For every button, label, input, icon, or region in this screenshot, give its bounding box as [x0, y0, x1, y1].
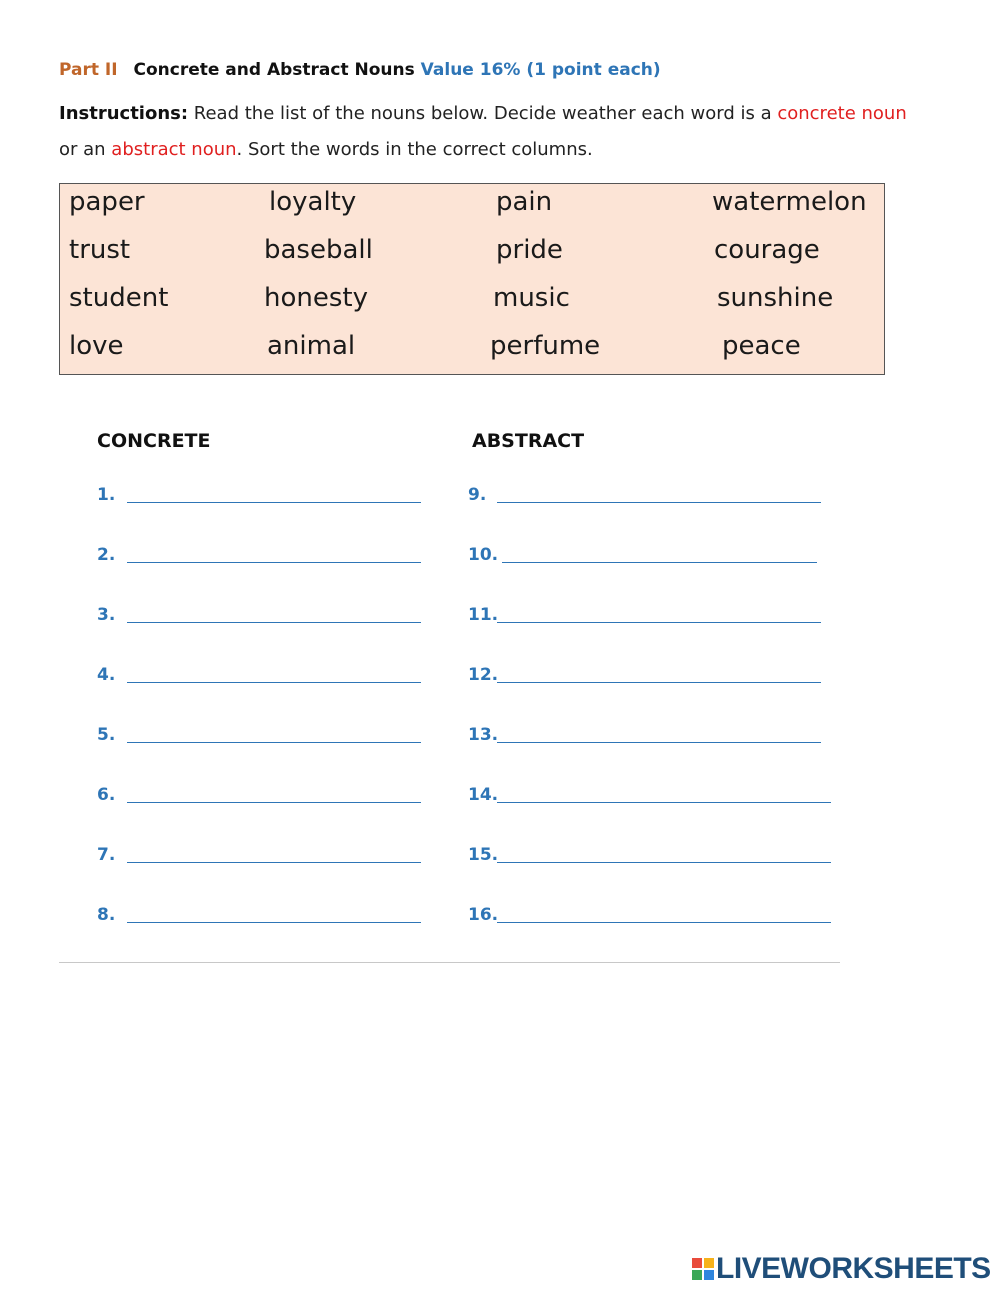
item-number: 1.: [97, 485, 116, 505]
item-number: 10.: [468, 545, 499, 565]
answer-line-15[interactable]: [497, 862, 831, 863]
instructions-text-2: or an: [59, 139, 112, 160]
instructions-label: Instructions:: [59, 103, 189, 124]
part-label: Part II: [59, 60, 118, 80]
logo-blocks-icon: [692, 1258, 714, 1280]
item-number: 3.: [97, 605, 116, 625]
section-title: Concrete and Abstract Nouns: [133, 60, 415, 80]
item-number: 15.: [468, 845, 499, 865]
abstract-heading: ABSTRACT: [472, 430, 585, 452]
word-item: music: [493, 283, 570, 313]
item-number: 2.: [97, 545, 116, 565]
item-number: 6.: [97, 785, 116, 805]
part-title: [59, 60, 661, 80]
item-number: 12.: [468, 665, 499, 685]
section-divider: [59, 962, 840, 963]
instructions-text-3: . Sort the words in the correct columns.: [236, 139, 593, 160]
answer-line-12[interactable]: [497, 682, 821, 683]
item-number: 16.: [468, 905, 499, 925]
answer-line-13[interactable]: [497, 742, 821, 743]
answer-line-8[interactable]: [127, 922, 421, 923]
word-item: loyalty: [269, 187, 357, 217]
answer-line-6[interactable]: [127, 802, 421, 803]
answer-line-3[interactable]: [127, 622, 421, 623]
answer-line-14[interactable]: [497, 802, 831, 803]
word-item: peace: [722, 331, 801, 361]
item-number: 4.: [97, 665, 116, 685]
answer-line-4[interactable]: [127, 682, 421, 683]
item-number: 8.: [97, 905, 116, 925]
word-bank: [59, 183, 885, 375]
word-item: honesty: [264, 283, 368, 313]
word-item: watermelon: [712, 187, 867, 217]
item-number: 13.: [468, 725, 499, 745]
answer-line-5[interactable]: [127, 742, 421, 743]
word-item: animal: [267, 331, 356, 361]
item-number: 9.: [468, 485, 487, 505]
concrete-noun-term: concrete noun: [777, 103, 907, 124]
answer-line-11[interactable]: [497, 622, 821, 623]
logo-text: LIVEWORKSHEETS: [716, 1252, 991, 1285]
word-item: pain: [496, 187, 553, 217]
answer-line-16[interactable]: [497, 922, 831, 923]
word-item: student: [69, 283, 169, 313]
answer-line-7[interactable]: [127, 862, 421, 863]
word-item: pride: [496, 235, 563, 265]
instructions: [59, 96, 959, 168]
word-item: courage: [714, 235, 820, 265]
word-item: baseball: [264, 235, 373, 265]
answer-line-9[interactable]: [497, 502, 821, 503]
instructions-text-1: Read the list of the nouns below. Decide weather each word is a: [188, 103, 778, 124]
word-item: paper: [69, 187, 145, 217]
item-number: 5.: [97, 725, 116, 745]
concrete-heading: CONCRETE: [97, 430, 211, 452]
abstract-noun-term: abstract noun: [111, 139, 237, 160]
word-item: trust: [69, 235, 131, 265]
answer-line-10[interactable]: [502, 562, 817, 563]
word-item: love: [69, 331, 124, 361]
answer-line-1[interactable]: [127, 502, 421, 503]
word-item: sunshine: [717, 283, 834, 313]
word-item: perfume: [490, 331, 601, 361]
item-number: 11.: [468, 605, 499, 625]
answer-line-2[interactable]: [127, 562, 421, 563]
item-number: 7.: [97, 845, 116, 865]
item-number: 14.: [468, 785, 499, 805]
value-note: Value 16% (1 point each): [420, 60, 661, 80]
